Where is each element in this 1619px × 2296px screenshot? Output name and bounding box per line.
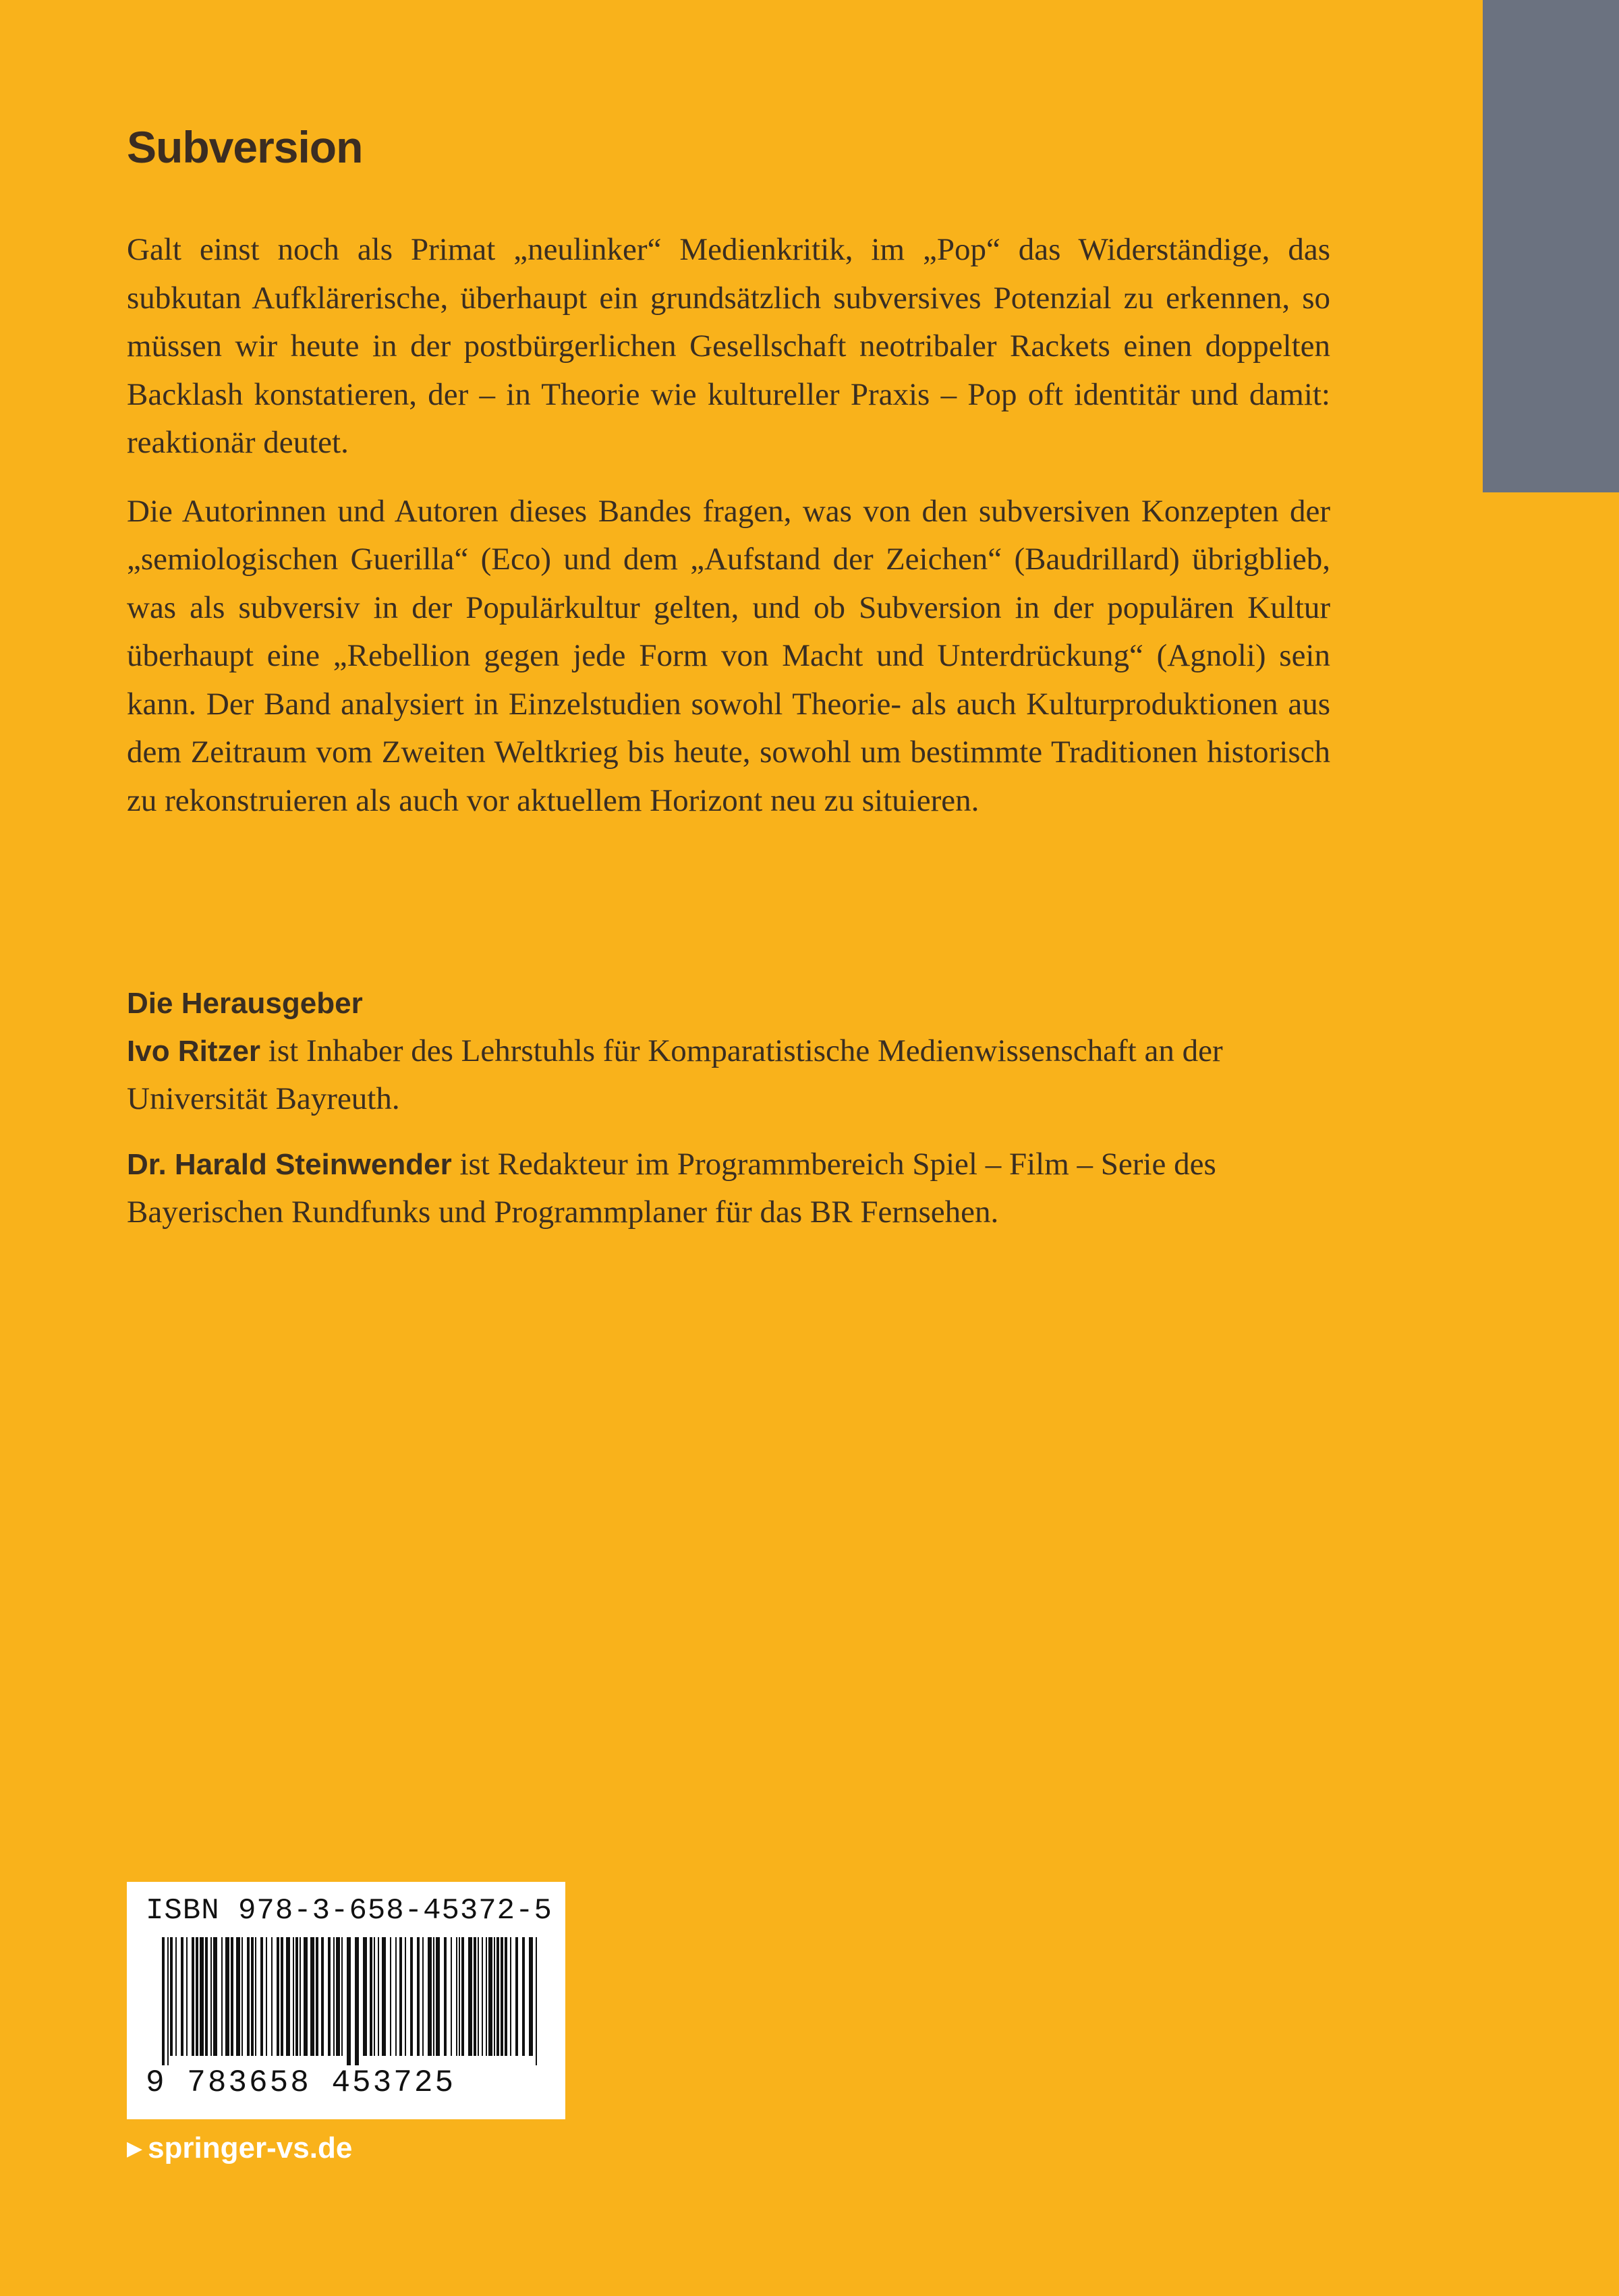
barcode-bar [494,1937,495,2056]
barcode-bar [336,1937,340,2056]
barcode-bar [488,1937,492,2056]
barcode-bar [181,1937,183,2056]
barcode-bar [242,1937,243,2056]
barcode-bar [468,1937,472,2056]
barcode-bar [515,1937,518,2056]
barcode-bar [162,1937,165,2065]
blurb-paragraph-2: Die Autorinnen und Autoren dieses Bandes fragen, was von den subversiven Konzepten der „semiologischen Guerilla“ (Eco) und dem „Aufstand der Zeichen“ (Baudrillard) übrigblieb, was als subversiv in der Populärkultur gelten, und ob Subversion in der populären Kultur überhaupt eine „Rebellion gegen jede Form von Macht und Unterdrückung“ (Agnoli) sein kann. Der Band analysiert in Einzelstudien sowohl Theorie- als auch Kulturproduktionen aus dem Zeitraum vom Zweiten Weltkrieg bis heute, sowohl um bestimmte Traditionen historisch zu rekonstruieren als auch vor aktuellem Horizont neu zu situieren. [127,493,1330,818]
page-title: Subversion [127,122,363,172]
barcode-bar [363,1937,367,2056]
barcode-bar [316,1937,318,2056]
barcode-bar [436,1937,440,2056]
barcode-bar [247,1937,250,2056]
barcode-bar [478,1937,479,2056]
barcode-bar [196,1937,198,2056]
barcode-bar [399,1937,402,2056]
barcode-bar [390,1937,391,2056]
barcode-bar [200,1937,204,2056]
barcode-bar [260,1937,263,2056]
barcode-bar [428,1937,432,2056]
barcode-bar [186,1937,188,2056]
barcode-bar [461,1937,464,2056]
barcode-bar [496,1937,499,2056]
barcode-bar [378,1937,379,2056]
barcode-bar [167,1937,169,2065]
editor-2 [127,1141,1330,1236]
barcode-image [162,1937,540,2065]
barcode-bar [410,1937,413,2056]
barcode-bar [236,1937,240,2056]
barcode-bar [529,1937,533,2056]
gray-side-bar [1483,0,1619,492]
isbn-barcode-box [127,1882,565,2119]
barcode-bar [231,1937,233,2056]
triangle-right-icon: ▶ [127,2137,143,2160]
barcode-bar [433,1937,434,2056]
barcode-bar [505,1937,507,2056]
barcode-bar [170,1937,173,2056]
editor-2-description: ist Redakteur im Programmbereich Spiel – Film – Serie des Bayerischen Rundfunks und Programmplaner für das BR Fernsehen. [127,1147,1216,1230]
barcode-bar [266,1937,267,2056]
barcode-bar [293,1937,294,2056]
barcode-bar [225,1937,229,2056]
barcode-bar [251,1937,254,2056]
barcode-bar [304,1937,308,2056]
barcode-bar [395,1937,397,2056]
barcode-bar [333,1937,335,2056]
barcode-bar [300,1937,301,2056]
barcode-bar [175,1937,177,2056]
barcode-bar [310,1937,314,2056]
editors-section [127,979,1330,1254]
barcode-bar [205,1937,208,2056]
barcode-bar [444,1937,447,2056]
barcode-bar [321,1937,324,2056]
barcode-bar [347,1937,351,2065]
barcode-bar [295,1937,298,2056]
editor-1-description: ist Inhaber des Lehrstuhls für Komparatistische Medienwissenschaft an der Universität Bayreuth. [127,1033,1223,1116]
barcode-bar [482,1937,483,2056]
barcode-bar [382,1937,386,2056]
isbn-label: ISBN 978-3-658-45372-5 [146,1894,552,1928]
barcode-bar [405,1937,406,2056]
barcode-bar [417,1937,420,2056]
barcode-bar [277,1937,279,2056]
barcode-bar [456,1937,457,2056]
barcode-bar [213,1937,217,2056]
blurb [127,226,1330,845]
barcode-bar [536,1937,537,2065]
barcode-bar [501,1937,503,2056]
editor-1 [127,1027,1330,1123]
barcode-bar [281,1937,283,2056]
barcode-bar [341,1937,343,2056]
editor-2-name: Dr. Harald Steinwender [127,1148,452,1181]
barcode-bar [510,1937,511,2056]
barcode-bar [370,1937,372,2056]
barcode-bar [286,1937,290,2056]
barcode-bar [355,1937,359,2065]
blurb-paragraph-1: Galt einst noch als Primat „neulinker“ Medienkritik, im „Pop“ das Widerständige, das subkutan Aufklärerische, überhaupt ein grundsätzlich subversives Potenzial zu erkennen, so müssen wir heute in der postbürgerlichen Gesellschaft neotribaler Rackets einen doppelten Backlash konstatieren, der – in Theorie wie kultureller Praxis – Pop oft identitär und damit: reaktionär deutet. [127,232,1330,460]
website-text: springer-vs.de [148,2131,353,2164]
barcode-bar [486,1937,487,2056]
website-link[interactable] [127,2131,352,2165]
barcode-bar [374,1937,375,2056]
editors-heading: Die Herausgeber [127,987,363,1020]
barcode-bar [255,1937,256,2056]
barcode-digits: 9 783658 453725 [146,2065,456,2100]
barcode-bar [221,1937,223,2056]
barcode-bar [328,1937,331,2056]
barcode-bar [459,1937,460,2056]
barcode-bar [192,1937,194,2056]
editor-1-name: Ivo Ritzer [127,1035,261,1068]
barcode-bar [271,1937,273,2056]
barcode-bar [210,1937,212,2056]
barcode-bar [422,1937,424,2056]
barcode-bar [522,1937,525,2056]
barcode-bar [474,1937,476,2056]
barcode-bar [451,1937,452,2056]
